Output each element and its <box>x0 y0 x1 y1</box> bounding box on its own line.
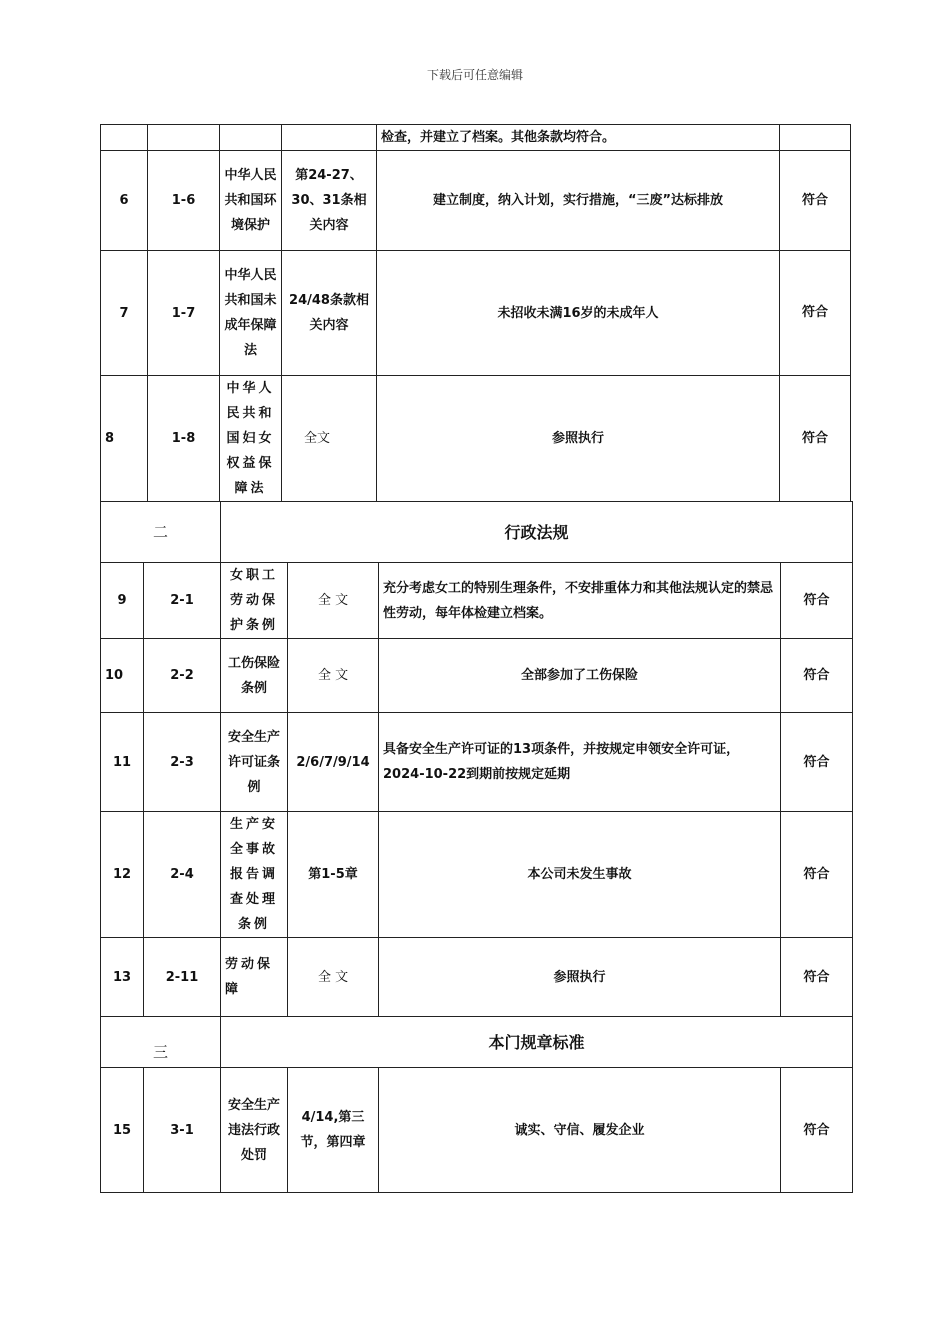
cell-result: 符合 <box>781 563 853 639</box>
cell-result: 符合 <box>781 938 853 1017</box>
cell-code: 2-11 <box>144 938 221 1017</box>
cell-no: 12 <box>101 812 144 938</box>
cell-result: 符合 <box>780 151 851 251</box>
cell-content: 诚实、守信、履发企业 <box>379 1068 781 1193</box>
cell-no: 6 <box>101 151 148 251</box>
cell-name: 中华人民共和国未成年保障法 <box>220 251 282 376</box>
table-row <box>101 812 853 938</box>
cell-result: 符合 <box>781 639 853 713</box>
cell-no: 7 <box>101 251 148 376</box>
cell-clause: 全 文 <box>288 563 379 639</box>
cell-clause: 4/14,第三节，第四章 <box>288 1068 379 1193</box>
cell-result: 符合 <box>781 1068 853 1193</box>
cell-code: 2-3 <box>144 713 221 812</box>
page-header-note: 下载后可任意编辑 <box>426 68 523 82</box>
cell-content: 检查，并建立了档案。其他条款均符合。 <box>377 125 780 151</box>
section-number: 三 <box>101 1017 221 1068</box>
table-row <box>101 639 853 713</box>
cell-code <box>148 125 220 151</box>
table-row <box>101 713 853 812</box>
cell-code: 3-1 <box>144 1068 221 1193</box>
table-row <box>101 151 851 251</box>
cell-clause: 全 文 <box>288 639 379 713</box>
section-title: 行政法规 <box>221 502 853 563</box>
cell-code: 1-7 <box>148 251 220 376</box>
cell-no: 9 <box>101 563 144 639</box>
cell-name: 中华人民共和国妇女权益保障法 <box>220 376 282 502</box>
cell-name: 工伤保险条例 <box>221 639 288 713</box>
cell-no: 13 <box>101 938 144 1017</box>
table-row <box>101 376 851 502</box>
cell-code: 2-4 <box>144 812 221 938</box>
table-row <box>101 251 851 376</box>
cell-clause: 第1-5章 <box>288 812 379 938</box>
cell-no: 15 <box>101 1068 144 1193</box>
cell-content: 参照执行 <box>377 376 780 502</box>
cell-code: 1-8 <box>148 376 220 502</box>
cell-clause: 第24-27、30、31条相关内容 <box>282 151 377 251</box>
cell-no <box>101 125 148 151</box>
cell-content: 全部参加了工伤保险 <box>379 639 781 713</box>
cell-code: 2-1 <box>144 563 221 639</box>
section-header-row <box>101 502 853 563</box>
cell-clause: 24/48条款相关内容 <box>282 251 377 376</box>
cell-result: 符合 <box>781 713 853 812</box>
cell-content: 参照执行 <box>379 938 781 1017</box>
cell-content: 充分考虑女工的特别生理条件，不安排重体力和其他法规认定的禁忌性劳动，每年体检建立档案。 <box>379 563 781 639</box>
table-row <box>101 125 851 151</box>
cell-code: 2-2 <box>144 639 221 713</box>
law-table-top <box>100 124 851 502</box>
cell-result <box>780 125 851 151</box>
cell-name: 女职工劳动保护条例 <box>221 563 288 639</box>
section-number: 二 <box>101 502 221 563</box>
cell-content: 本公司未发生事故 <box>379 812 781 938</box>
cell-name: 生产安全事故报告调查处理条例 <box>221 812 288 938</box>
cell-result: 符合 <box>781 812 853 938</box>
law-table-bottom <box>100 501 853 1193</box>
section-title: 本门规章标准 <box>221 1017 853 1068</box>
cell-name: 劳动保障 <box>221 938 288 1017</box>
cell-content: 建立制度，纳入计划，实行措施，“三废”达标排放 <box>377 151 780 251</box>
cell-result: 符合 <box>780 251 851 376</box>
table-row <box>101 563 853 639</box>
cell-clause: 全 文 <box>288 938 379 1017</box>
cell-result: 符合 <box>780 376 851 502</box>
cell-no: 11 <box>101 713 144 812</box>
section-header-row <box>101 1017 853 1068</box>
cell-name: 安全生产违法行政处罚 <box>221 1068 288 1193</box>
cell-name <box>220 125 282 151</box>
cell-no: 10 <box>101 639 144 713</box>
cell-code: 1-6 <box>148 151 220 251</box>
table-row <box>101 1068 853 1193</box>
cell-name: 中华人民共和国环境保护 <box>220 151 282 251</box>
cell-name: 安全生产许可证条例 <box>221 713 288 812</box>
table-row <box>101 938 853 1017</box>
cell-clause <box>282 125 377 151</box>
cell-clause: 2/6/7/9/14 <box>288 713 379 812</box>
cell-no: 8 <box>101 376 148 502</box>
cell-clause: 全文 <box>282 376 377 502</box>
cell-content: 未招收未满16岁的未成年人 <box>377 251 780 376</box>
cell-content: 具备安全生产许可证的13项条件，并按规定申领安全许可证，2024-10-22到期前按规定延期 <box>379 713 781 812</box>
